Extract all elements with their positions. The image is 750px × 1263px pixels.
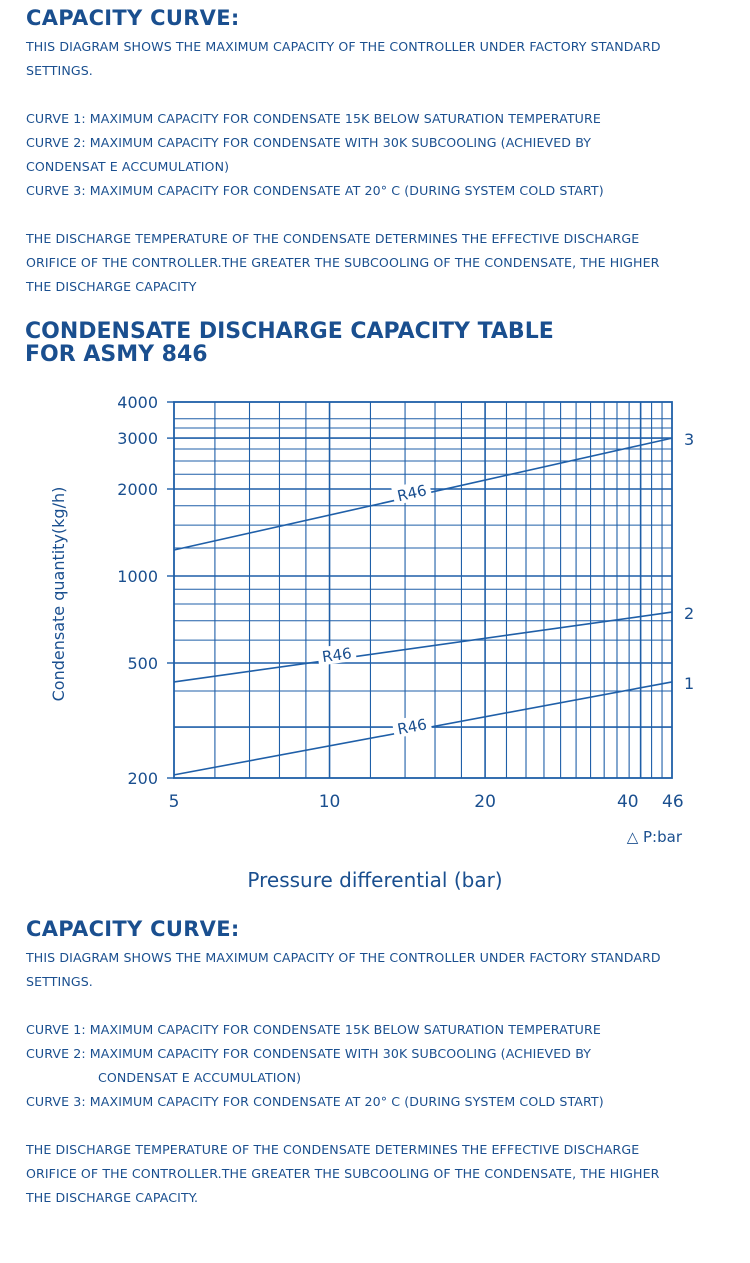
x-tick-label: 20 <box>474 792 496 812</box>
curve-2-line <box>174 612 672 682</box>
table-title-line: CONDENSATE DISCHARGE CAPACITY TABLE <box>25 319 554 344</box>
section2-intro <box>26 946 731 994</box>
section1-title: CAPACITY CURVE: <box>26 6 240 30</box>
section1-note-line: THE DISCHARGE TEMPERATURE OF THE CONDENSATE DETERMINES THE EFFECTIVE DISCHARGE <box>26 231 640 246</box>
x-tick-label: 10 <box>318 792 341 812</box>
section1-note <box>26 227 731 299</box>
section2-note-line: THE DISCHARGE TEMPERATURE OF THE CONDENSATE DETERMINES THE EFFECTIVE DISCHARGE <box>26 1142 640 1157</box>
x-tick-label: 40 <box>616 792 639 812</box>
y-tick-label: 4000 <box>117 393 158 412</box>
y-tick-label: 200 <box>127 769 158 788</box>
section1-note-line: ORIFICE OF THE CONTROLLER.THE GREATER THE SUBCOOLING OF THE CONDENSATE, THE HIGHER <box>26 255 660 270</box>
section1-curve-line: CONDENSAT E ACCUMULATION) <box>26 159 230 174</box>
x-axis-title: Pressure differential (bar) <box>247 868 503 892</box>
section2-intro-line: THIS DIAGRAM SHOWS THE MAXIMUM CAPACITY OF THE CONTROLLER UNDER FACTORY STANDARD <box>26 950 661 965</box>
section1-curves <box>26 107 731 203</box>
y-axis-title: Condensate quantity(kg/h) <box>49 486 68 702</box>
section1-note-line: THE DISCHARGE CAPACITY <box>26 279 197 294</box>
section2-note-line: THE DISCHARGE CAPACITY. <box>26 1190 199 1205</box>
curve-3-label: R46 <box>395 481 429 506</box>
section2-curve-line: CURVE 1: MAXIMUM CAPACITY FOR CONDENSATE 15K BELOW SATURATION TEMPERATURE <box>26 1022 601 1037</box>
curve-1-label: R46 <box>395 715 429 739</box>
curve-2-label: R46 <box>320 644 353 667</box>
section2-curve-line: CURVE 3: MAXIMUM CAPACITY FOR CONDENSATE AT 20° C (DURING SYSTEM COLD START) <box>26 1094 604 1109</box>
section2-note-line: ORIFICE OF THE CONTROLLER.THE GREATER THE SUBCOOLING OF THE CONDENSATE, THE HIGHER <box>26 1166 660 1181</box>
y-tick-label: 500 <box>127 653 158 673</box>
x-tick-label: 5 <box>168 792 180 812</box>
table-title-line: FOR ASMY 846 <box>25 342 208 367</box>
section2-intro-line: SETTINGS. <box>26 974 93 989</box>
section1-curve-line: CURVE 2: MAXIMUM CAPACITY FOR CONDENSATE WITH 30K SUBCOOLING (ACHIEVED BY <box>26 135 592 150</box>
section2-curves <box>26 1018 731 1114</box>
y-tick-label: 2000 <box>117 479 158 499</box>
section2-note <box>26 1138 731 1210</box>
section1-curve-line: CURVE 1: MAXIMUM CAPACITY FOR CONDENSATE 15K BELOW SATURATION TEMPERATURE <box>26 111 601 126</box>
x-tick-label: 46 <box>662 792 684 812</box>
section2-curve-line: CONDENSAT E ACCUMULATION) <box>98 1070 302 1085</box>
section1-intro <box>26 35 731 83</box>
curve-2-number: 2 <box>684 604 695 624</box>
section2-curve-line: CURVE 2: MAXIMUM CAPACITY FOR CONDENSATE WITH 30K SUBCOOLING (ACHIEVED BY <box>26 1046 592 1061</box>
section1-intro-line: SETTINGS. <box>26 63 93 78</box>
table-title <box>25 320 554 366</box>
section1-intro-line: THIS DIAGRAM SHOWS THE MAXIMUM CAPACITY OF THE CONTROLLER UNDER FACTORY STANDARD <box>26 39 661 54</box>
capacity-chart <box>0 380 750 860</box>
x-unit-label: △ P:bar <box>626 828 682 846</box>
y-tick-label: 1000 <box>117 566 158 586</box>
section1-curve-line: CURVE 3: MAXIMUM CAPACITY FOR CONDENSATE AT 20° C (DURING SYSTEM COLD START) <box>26 183 604 198</box>
curve-3-number: 3 <box>684 430 695 450</box>
section2-title: CAPACITY CURVE: <box>26 917 240 941</box>
curve-1-number: 1 <box>684 673 695 693</box>
y-tick-label: 3000 <box>117 429 158 449</box>
